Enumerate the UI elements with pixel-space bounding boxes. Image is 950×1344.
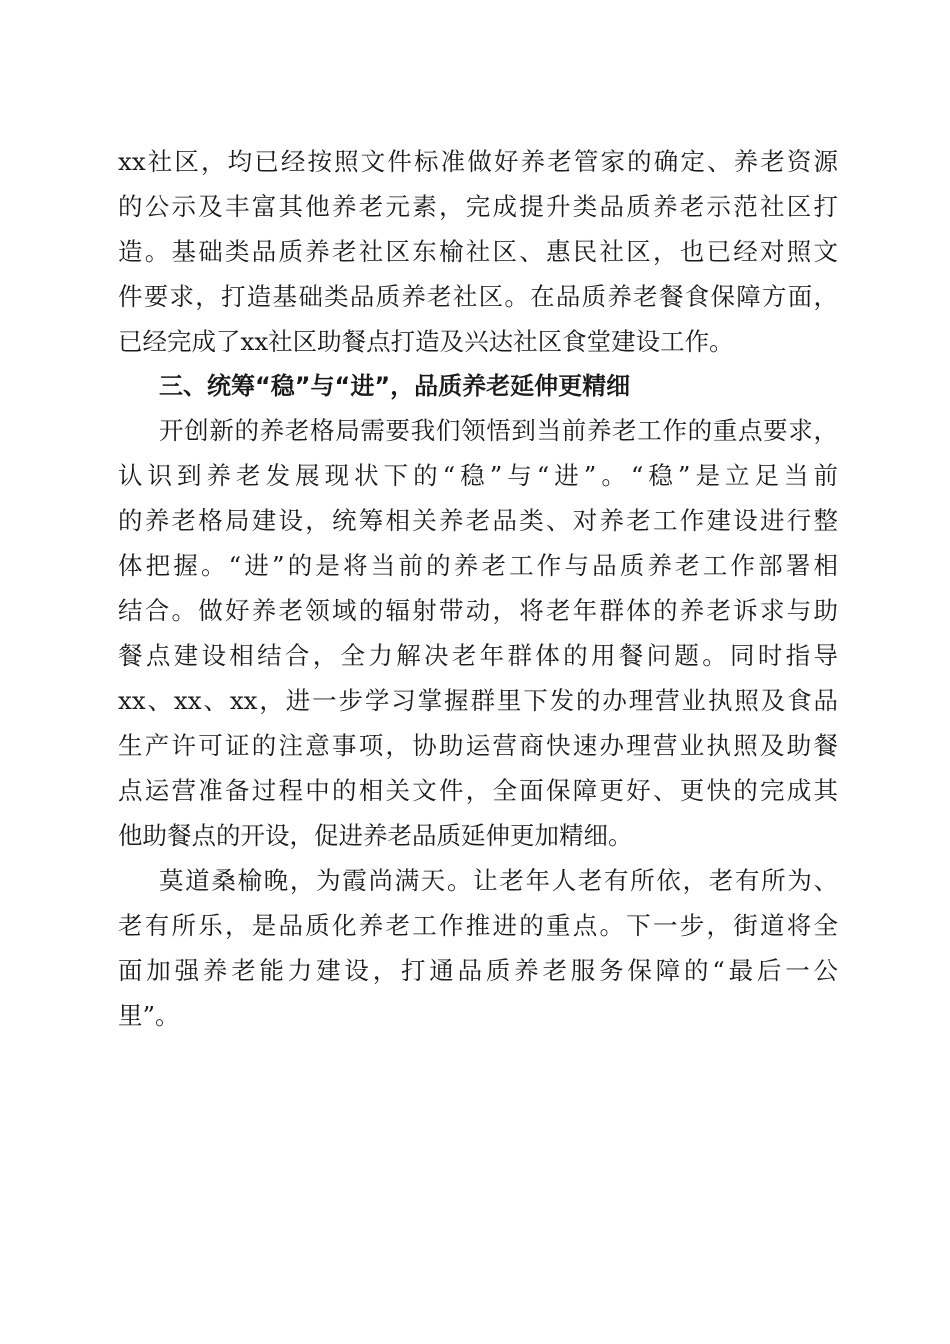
paragraph-1-line-3: 造。基础类品质养老社区东榆社区、惠民社区，也已经对照文 xyxy=(118,237,838,266)
paragraph-2-line-5: 结合。做好养老领域的辐射带动，将老年群体的养老诉求与助 xyxy=(118,596,838,625)
paragraph-1-line-4: 件要求，打造基础类品质养老社区。在品质养老餐食保障方面， xyxy=(118,282,838,311)
paragraph-2-line-9: 点运营准备过程中的相关文件，全面保障更好、更快的完成其 xyxy=(118,776,838,805)
paragraph-2-line-2: 认识到养老发展现状下的“稳”与“进”。“稳”是立足当前 xyxy=(118,461,838,490)
paragraph-3-line-1: 莫道桑榆晚，为霞尚满天。让老年人老有所依，老有所为、 xyxy=(159,866,838,895)
paragraph-3-line-3: 面加强养老能力建设，打通品质养老服务保障的“最后一公 xyxy=(118,956,838,985)
paragraph-2-line-1: 开创新的养老格局需要我们领悟到当前养老工作的重点要求， xyxy=(159,416,838,445)
paragraph-2-line-8: 生产许可证的注意事项，协助运营商快速办理营业执照及助餐 xyxy=(118,731,838,760)
paragraph-2-line-10: 他助餐点的开设，促进养老品质延伸更加精细。 xyxy=(118,821,633,850)
paragraph-2-line-6: 餐点建设相结合，全力解决老年群体的用餐问题。同时指导 xyxy=(118,641,838,670)
paragraph-3-line-2: 老有所乐，是品质化养老工作推进的重点。下一步，街道将全 xyxy=(118,911,838,940)
paragraph-2-line-3: 的养老格局建设，统筹相关养老品类、对养老工作建设进行整 xyxy=(118,506,838,535)
section-3-heading: 三、统筹“稳”与“进”，品质养老延伸更精细 xyxy=(159,372,631,400)
paragraph-1-line-2: 的公示及丰富其他养老元素，完成提升类品质养老示范社区打 xyxy=(118,192,838,221)
paragraph-2-line-4: 体把握。“进”的是将当前的养老工作与品质养老工作部署相 xyxy=(118,551,838,580)
paragraph-2-line-7: xx、xx、xx，进一步学习掌握群里下发的办理营业执照及食品 xyxy=(118,686,838,715)
paragraph-3-line-4: 里”。 xyxy=(118,1001,180,1030)
paragraph-1-line-1: xx社区，均已经按照文件标准做好养老管家的确定、养老资源 xyxy=(118,147,838,176)
paragraph-1-line-5: 已经完成了xx社区助餐点打造及兴达社区食堂建设工作。 xyxy=(118,327,734,356)
